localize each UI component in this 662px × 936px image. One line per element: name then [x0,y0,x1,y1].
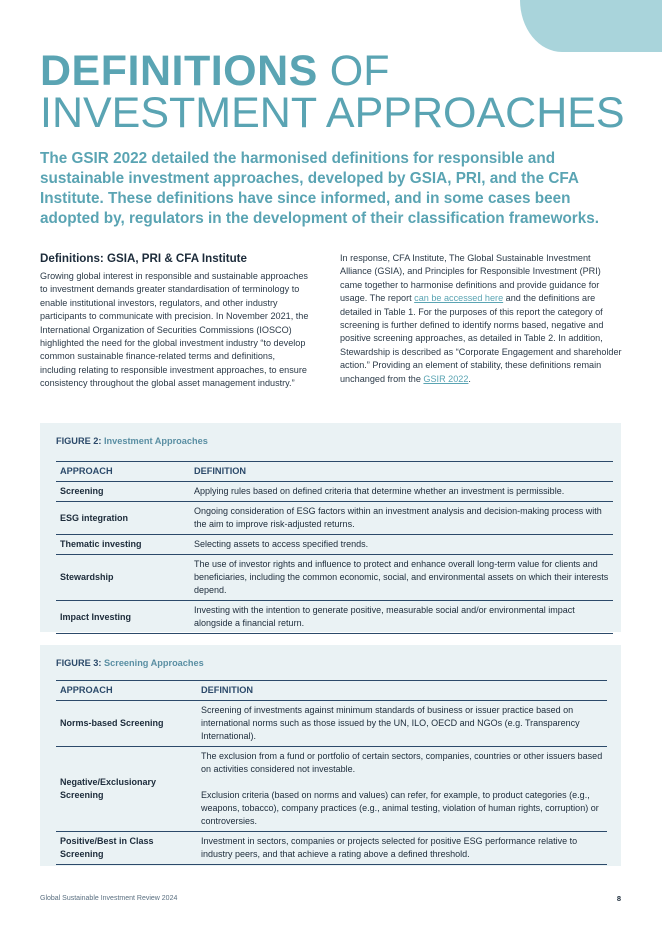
intro-paragraph: The GSIR 2022 detailed the harmonised definitions for responsible and sustainable investment approaches, developed by GSIA, PRI, and the CFA Institute. These definitions have since informed, and in some cases been adopted by, regulators in the development of their classification frameworks. [40,150,600,227]
column-header-approach: APPROACH [56,462,190,482]
figure-caption: FIGURE 3: Screening Approaches [56,658,204,668]
table-row: Screening Applying rules based on defined criteria that determine whether an investment is permissible. [56,482,613,502]
gsir-2022-link[interactable]: GSIR 2022 [423,373,469,384]
table-row: Stewardship The use of investor rights and influence to protect and enhance overall long-term value for clients and beneficiaries, including the common economic, social, and environmental assets on which their interests depend. [56,555,613,601]
figure-2-investment-approaches [40,423,621,632]
section-heading: Definitions: GSIA, PRI & CFA Institute [40,252,247,265]
corner-decoration [520,0,662,52]
table-row: Negative/Exclusionary Screening The exclusion from a fund or portfolio of certain sectors, companies, countries or other issuers based on activities considered not investable. Exclusion criteria (based on norms and values) can refer, for example, to product categories (e.g., weapons, tobacco), company practices (e.g., animal testing, violation of human rights, corruption) or controversies. [56,747,607,832]
page-number: 8 [616,894,621,903]
column-header-approach: APPROACH [56,681,197,701]
right-column [340,252,622,386]
table-row: Norms-based Screening Screening of investments against minimum standards of business or issuer practice based on international norms such as those issued by the UN, ILO, OECD and NGOs (e.g. Transparency International). [56,701,607,747]
investment-approaches-table [56,461,613,634]
column-header-definition: DEFINITION [190,462,613,482]
table-row: ESG integration Ongoing consideration of ESG factors within an investment analysis and decision-making process with the aim to improve risk-adjusted returns. [56,502,613,535]
page-title: DEFINITIONS OF INVESTMENT APPROACHES [40,47,625,137]
figure-caption: FIGURE 2: Investment Approaches [56,436,208,446]
left-column-body: Growing global interest in responsible and sustainable approaches to investment demands greater standardisation of terminology to enable institutional investors, regulators, and other industry participants to communicate with precision. In November 2021, the International Organization of Securities Commissions (IOSCO) highlighted the need for the global investment industry “to develop common sustainable finance-related terms and definitions, including relating to responsible investment approaches, to ensure consistency throughout the global asset management industry.” [40,271,309,389]
right-column-body: In response, CFA Institute, The Global Sustainable Investment Alliance (GSIA), and Principles for Responsible Investment (PRI) came together to harmonise definitions and provide guidance for usage. The report can be accessed here and the definitions are detailed in Table 1. For the purposes of this report the category of screening is further defined to identify norms based, negative and positive screening approaches, as detailed in Table 2. In addition, Stewardship is described as “Corporate Engagement and shareholder action.” Providing an element of stability, these definitions remain unchanged from the GSIR 2022. [340,253,622,384]
table-row: Impact Investing Investing with the intention to generate positive, measurable social and/or environmental impact alongside a financial return. [56,601,613,634]
column-header-definition: DEFINITION [197,681,607,701]
footer-text: Global Sustainable Investment Review 2024 [40,895,178,902]
table-row: Positive/Best in Class Screening Investment in sectors, companies or projects selected for positive ESG performance relative to industry peers, and that achieve a rating above a defined threshold. [56,832,607,865]
table-row: Thematic investing Selecting assets to access specified trends. [56,535,613,555]
left-column [40,252,310,391]
screening-approaches-table [56,680,607,865]
report-link[interactable]: can be accessed here [414,293,504,304]
figure-3-screening-approaches [40,645,621,866]
